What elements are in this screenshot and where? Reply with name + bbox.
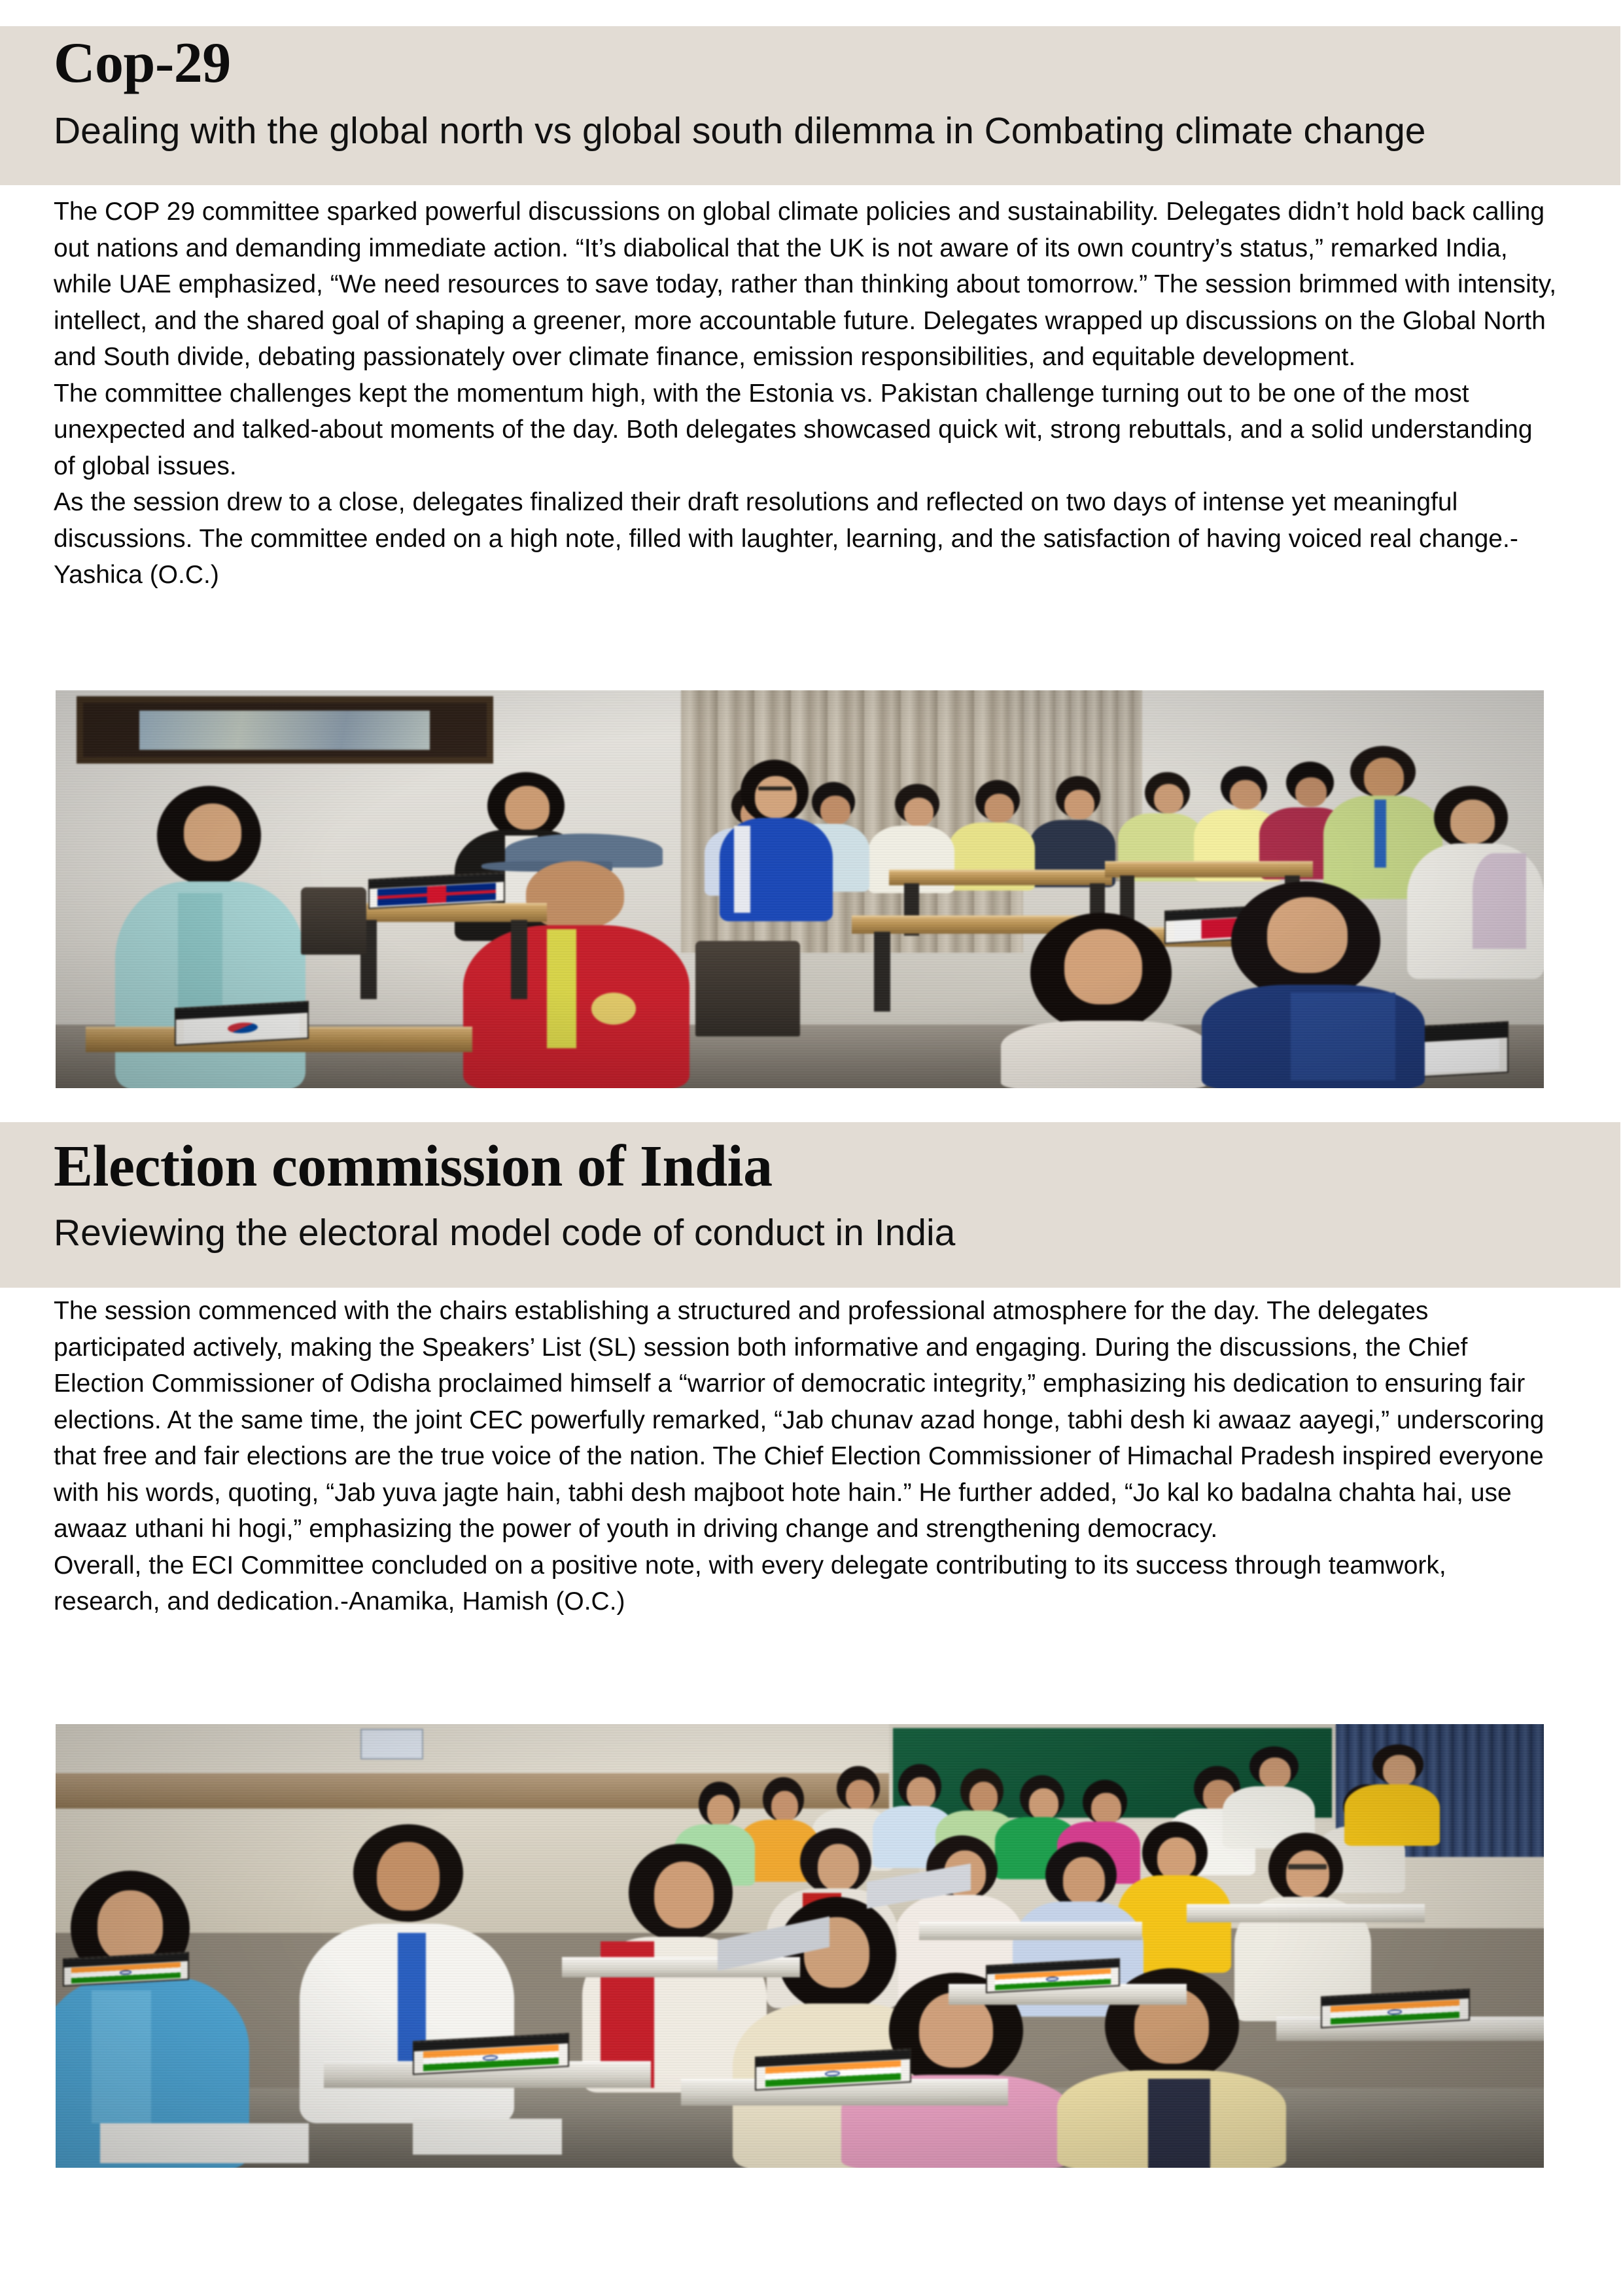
paragraph: Overall, the ECI Committee concluded on a positive note, with every delegate contributing to its success through teamwork, research, and dedication.-Anamika, Hamish (O.C.) [54,1551,1446,1616]
page-subtitle-cop29: Dealing with the global north vs global south dilemma in Combating climate change [54,110,1426,152]
paragraph: The COP 29 committee sparked powerful discussions on global climate policies and sustainability. Delegates didn’t hold back calling out nations and demanding immediate action. “It’s diabolical that the UK is not aware of its own country’s status,” remarked India, while UAE emphasized, “We need resources to save today, rather than thinking about tomorrow.” The session brimmed with intensity, intellect, and the shared goal of shaping a greener, more accountable future. Delegates wrapped up discussions on the Global North and South divide, debating passionately over climate finance, emission responsibilities, and equitable development. [54,198,1557,371]
page-title-eci: Election commission of India [54,1134,773,1199]
article-photo-cop29 [56,690,1544,1088]
page-subtitle-eci: Reviewing the electoral model code of conduct in India [54,1212,956,1254]
article-body-eci [54,1293,1558,1620]
paragraph: The session commenced with the chairs establishing a structured and professional atmosphere for the day. The delegates participated actively, making the Speakers’ List (SL) session both informative and engaging. During the discussions, the Chief Election Commissioner of Odisha proclaimed himself a “warrior of democratic integrity,” emphasizing his dedication to ensuring fair elections. At the same time, the joint CEC powerfully remarked, “Jab chunav azad honge, tabhi desh ki awaaz aayegi,” underscoring that free and fair elections are the true voice of the nation. The Chief Election Commissioner of Himachal Pradesh inspired everyone with his words, quoting, “Jab yuva jagte hain, tabhi desh majboot hote hain.” He further added, “Jo kal ko badalna chahta hai, use awaaz uthani hi hogi,” emphasizing the power of youth in driving change and strengthening democracy. [54,1297,1544,1543]
country-placard-korea [175,1001,309,1046]
photo-scene [56,1724,1544,2168]
paragraph: The committee challenges kept the momentum high, with the Estonia vs. Pakistan challenge turning out to be one of the most unexpected and talked-about moments of the day. Both delegates showcased quick wit, strong rebuttals, and a solid understanding of global issues. [54,379,1533,480]
article-header-band-cop29 [0,26,1620,185]
wall-picture-frame [77,696,493,764]
photo-scene [56,690,1544,1088]
paragraph: As the session drew to a close, delegates finalized their draft resolutions and reflected on two days of intense yet meaningful discussions. The committee ended on a high note, filled with laughter, learning, and the satisfaction of having voiced real change.-Yashica (O.C.) [54,488,1518,589]
article-body-cop29 [54,194,1558,593]
page-title-cop29: Cop-29 [54,31,231,95]
article-photo-eci [56,1724,1544,2168]
